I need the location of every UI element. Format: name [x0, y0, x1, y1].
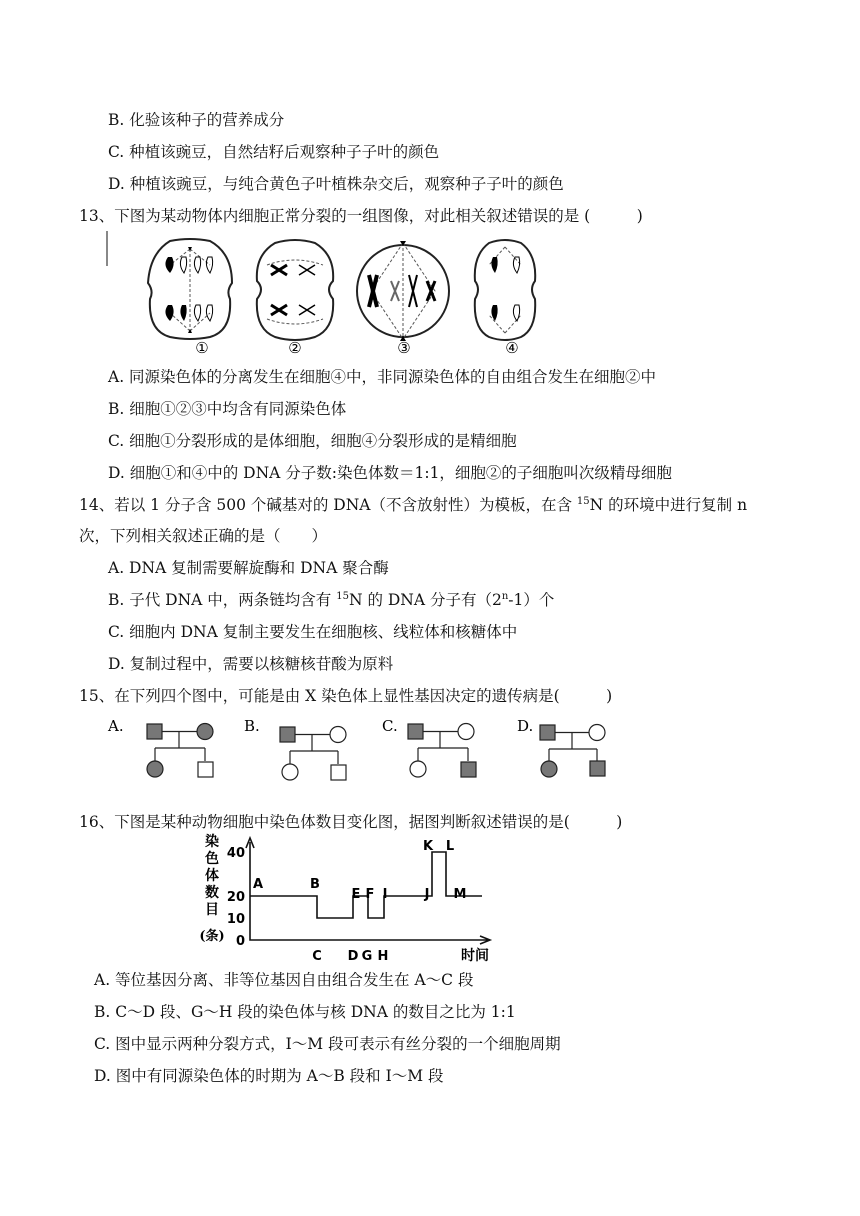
q16-option-d: D. 图中有同源染色体的时期为 A～B 段和 I～M 段 — [94, 1067, 444, 1085]
point-label-a: A — [252, 877, 264, 892]
q15-pedigrees — [105, 715, 625, 785]
point-label-c: C — [312, 949, 322, 964]
q16-stem: 16、下图是某种动物细胞中染色体数目变化图，据图判断叙述错误的是( ) — [79, 813, 623, 831]
pedigree-c — [408, 724, 476, 778]
q14-option-b: B. 子代 DNA 中，两条链均含有 $^{15}$N 的 DNA 分子有（2$^n$-1）个 — [108, 590, 555, 609]
point-label-l: L — [445, 839, 455, 854]
y-axis-label — [199, 833, 224, 944]
y-tick-label: 40 — [226, 846, 245, 861]
point-label-i: I — [382, 887, 388, 902]
y-tick-label: 20 — [226, 890, 245, 905]
q14-stem-line2: 次，下列相关叙述正确的是（ ） — [79, 527, 328, 545]
q16-chromosome-chart — [190, 832, 500, 967]
q16-option-c: C. 图中显示两种分裂方式，I～M 段可表示有丝分裂的一个细胞周期 — [94, 1035, 561, 1053]
point-label-b: B — [310, 877, 320, 892]
point-label-g: G — [361, 949, 373, 964]
q12-option-b: B. 化验该种子的营养成分 — [108, 111, 285, 129]
pedigree-label-d: D. — [517, 717, 534, 735]
point-label-m: M — [453, 887, 467, 902]
q13-cell-diagrams — [150, 235, 570, 360]
point-label-j: J — [424, 887, 430, 902]
q15-stem: 15、在下列四个图中，可能是由 X 染色体上显性基因决定的遗传病是( ) — [79, 687, 613, 705]
cell-label-2: ② — [288, 339, 302, 357]
y-tick-label: 10 — [226, 912, 245, 927]
q13-option-d: D. 细胞①和④中的 DNA 分子数:染色体数＝1:1，细胞②的子细胞叫次级精母细胞 — [108, 464, 672, 482]
svg-text:体: 体 — [205, 868, 219, 884]
q12-option-c: C. 种植该豌豆，自然结籽后观察种子子叶的颜色 — [108, 143, 440, 161]
y-tick-label: 0 — [235, 934, 245, 949]
chromosome-count-line — [250, 852, 482, 918]
q12-option-d: D. 种植该豌豆，与纯合黄色子叶植株杂交后，观察种子子叶的颜色 — [108, 175, 564, 193]
cell-label-1: ① — [195, 339, 209, 357]
margin-mark — [106, 231, 108, 266]
cell-label-4: ④ — [505, 339, 519, 357]
point-label-k: K — [422, 839, 434, 854]
svg-text:目: 目 — [205, 902, 219, 918]
q16-option-a: A. 等位基因分离、非等位基因自由组合发生在 A～C 段 — [94, 971, 474, 989]
pedigree-label-c: C. — [382, 717, 398, 735]
x-axis-label: 时间 — [461, 948, 489, 964]
point-label-h: H — [377, 949, 389, 964]
pedigree-d — [540, 725, 605, 778]
svg-text:(条): (条) — [199, 929, 225, 944]
pedigree-b — [280, 727, 346, 781]
q13-option-c: C. 细胞①分裂形成的是体细胞，细胞④分裂形成的是精细胞 — [108, 432, 517, 450]
q13-stem: 13、下图为某动物体内细胞正常分裂的一组图像，对此相关叙述错误的是 ( ) — [79, 207, 643, 225]
pedigree-label-b: B. — [244, 717, 260, 735]
svg-text:数: 数 — [205, 885, 219, 901]
cell-3 — [357, 241, 449, 341]
point-label-d: D — [347, 949, 359, 964]
q14-option-a: A. DNA 复制需要解旋酶和 DNA 聚合酶 — [108, 559, 389, 577]
q13-option-a: A. 同源染色体的分离发生在细胞④中，非同源染色体的自由组合发生在细胞②中 — [108, 368, 657, 386]
q16-option-b: B. C～D 段、G～H 段的染色体与核 DNA 的数目之比为 1:1 — [94, 1003, 516, 1021]
point-label-e: E — [351, 887, 361, 902]
q14-option-d: D. 复制过程中，需要以核糖核苷酸为原料 — [108, 655, 394, 673]
cell-label-3: ③ — [397, 339, 411, 357]
q14-option-c: C. 细胞内 DNA 复制主要发生在细胞核、线粒体和核糖体中 — [108, 623, 518, 641]
pedigree-a — [147, 724, 213, 778]
point-label-f: F — [365, 887, 375, 902]
cell-1 — [148, 239, 232, 339]
pedigree-label-a: A. — [108, 717, 124, 735]
svg-text:染: 染 — [205, 834, 219, 850]
cell-4 — [475, 240, 535, 340]
svg-text:色: 色 — [205, 851, 219, 867]
q14-stem-line1: 14、若以 1 分子含 500 个碱基对的 DNA（不含放射性）为模板，在含 $^{15}$N 的环境中进行复制 n — [79, 495, 748, 514]
cell-2 — [257, 240, 333, 340]
q13-option-b: B. 细胞①②③中均含有同源染色体 — [108, 400, 347, 418]
